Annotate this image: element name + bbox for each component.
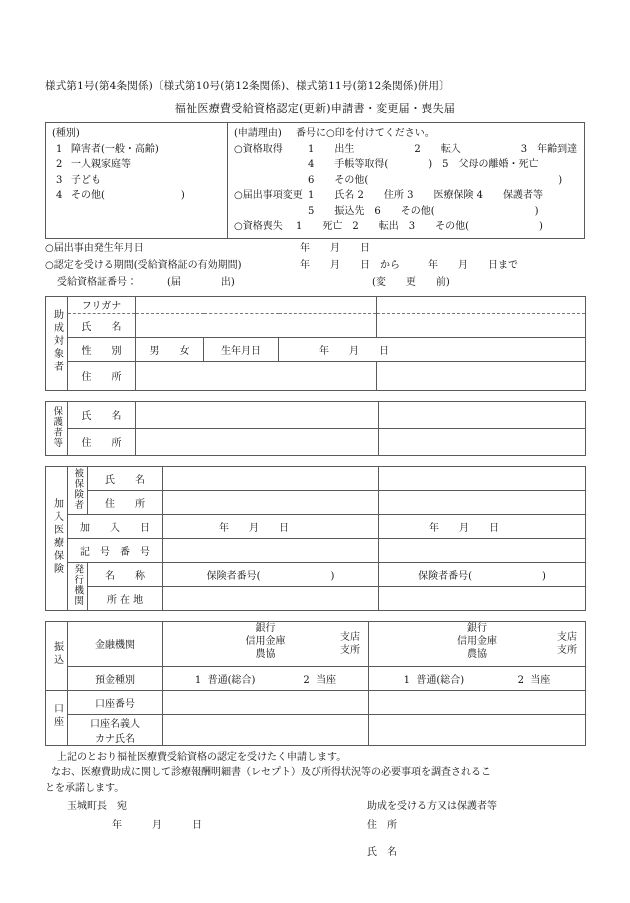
form-body [45,78,585,861]
occurrence-date-label: ○届出事由発生年月日 [45,242,144,254]
category-heading: (種別) [52,128,80,139]
insured-address-label: 住 所 [88,490,163,514]
recipient-address-label: 住 所 [68,361,136,390]
table-row [46,401,586,428]
institution-type-shinkin-2: 信用金庫 [457,635,497,647]
insurer-number-left[interactable]: 保険者番号( ) [163,562,379,586]
reason-acquire-row-3[interactable] [234,173,580,189]
deposit-type-label: 預金種別 [68,666,163,690]
category-option-4-close: ) [180,190,185,201]
guardian-name-label: 氏 名 [68,401,136,428]
table-row [46,514,586,538]
symbol-number-value-2[interactable] [379,538,586,562]
reason-heading: (申請理由) [234,128,282,139]
applicant-heading: 助成を受ける方又は保護者等 [367,801,497,812]
reason-change-row-1[interactable] [234,188,580,204]
guardian-name-value-2[interactable] [379,401,586,428]
form-number: 様式第1号(第4条関係)〔様式第10号(第12条関係)、様式第11号(第12条関係)併用〕 [45,80,450,92]
document-title: 福祉医療費受給資格認定(更新)申請書・変更届・喪失届 [174,102,456,115]
reason-loss-label: ○資格喪失 [234,221,283,232]
deposit-type-options-right[interactable] [369,666,586,690]
join-date-value-2[interactable]: 年 月 日 [379,514,586,538]
category-option-1[interactable] [52,142,223,158]
footer-consent-line-2: とを承諾します。 [45,782,125,794]
table-row [46,538,586,562]
furigana-value[interactable] [136,296,377,313]
recipient-address-value[interactable] [136,361,377,390]
deposit-opt-2-no: 2 [303,674,310,686]
institution-type-nokyo: 農協 [255,648,276,660]
deposit-opt-2-no-2: 2 [517,674,524,686]
recipient-name-value-2[interactable] [377,313,586,337]
category-section [46,123,228,238]
guardian-address-value[interactable] [136,428,379,455]
addressee: 玉城町長 宛 [67,801,127,812]
guardian-vertical-label: 保護者等 [46,401,68,455]
category-option-2-number: 2 [56,159,63,170]
guardian-name-value[interactable] [136,401,379,428]
insured-vertical-label: 被保険者 [68,466,88,514]
reason-change-label: ○届出事項変更 [234,190,303,201]
reason-change-row-2[interactable] [234,204,580,220]
account-holder-value-left[interactable] [163,714,369,745]
insured-name-value[interactable] [163,466,379,490]
reason-loss-row[interactable] [234,219,580,235]
recipient-address-value-2[interactable] [377,361,586,390]
category-option-4-label: その他( [71,190,105,201]
institution-value-left[interactable] [163,621,369,666]
issuer-address-value-2[interactable] [379,586,586,610]
reason-acquire-row-2[interactable] [234,157,580,173]
issuer-address-value[interactable] [163,586,379,610]
category-option-1-label: 障害者(一般・高齢) [71,143,159,155]
institution-type-shinkin: 信用金庫 [245,635,286,647]
table-row [46,296,586,313]
reason-change-spacer [234,204,308,220]
cert-number-label: 受給資格証番号： [57,276,137,288]
account-holder-label [68,714,163,745]
signature-row-1 [45,799,585,815]
join-date-label: 加 入 日 [68,514,163,538]
bank-table [45,621,586,746]
account-holder-label-line1: 口座名義人 [90,718,140,730]
table-row [46,621,586,666]
period-row [45,258,585,273]
symbol-number-label: 記 号 番 号 [68,538,163,562]
bank-vertical-label-top: 振込 [46,621,68,690]
symbol-number-value[interactable] [163,538,379,562]
furigana-label: フリガナ [68,296,136,313]
issuer-vertical-label: 発行機関 [68,562,88,610]
reason-change-options-1: 1 氏名 2 住所 3 医療保険 4 保護者等 [308,190,543,201]
sex-label: 性 別 [68,337,136,361]
table-row [46,690,586,714]
sex-options[interactable]: 男 女 [136,337,204,361]
guardian-table [45,401,586,456]
reason-acquire-options-1: 1 出生 2 転入 3 年齢到達 [308,143,578,155]
table-row [46,714,586,745]
period-to-field[interactable]: 年 月 日まで [428,259,518,271]
recipient-name-value[interactable] [136,313,377,337]
occurrence-date-row [45,241,585,256]
reason-acquire-spacer-2 [234,173,308,189]
deposit-opt-1-label: 普通(総合) [207,674,256,686]
account-holder-label-line2: カナ氏名 [95,733,135,745]
footer-section [45,750,585,861]
category-option-4-number: 4 [56,190,63,201]
birth-date-value[interactable]: 年 月 日 [279,337,586,361]
table-row [46,313,586,337]
footer-consent-line-1: なお、医療費助成に関して診療報酬明細書（レセプト）及び所得状況等の必要事項を調査されるこ [51,767,491,778]
guardian-address-label: 住 所 [68,428,136,455]
institution-type-bank: 銀行 [255,622,276,634]
category-option-2-label: 一人親家庭等 [71,159,131,170]
applicant-address-label[interactable]: 住 所 [367,819,397,831]
cert-number-row [45,275,585,290]
insured-name-label: 氏 名 [88,466,163,490]
branch-type-shiten: 支店 [340,631,360,643]
deposit-opt-2-label: 当座 [316,674,337,686]
institution-value-right[interactable] [369,621,586,666]
guardian-address-value-2[interactable] [379,428,586,455]
issuer-name-label: 名 称 [88,562,163,586]
recipient-vertical-label: 助成対象者 [46,296,68,390]
institution-label: 金融機関 [68,621,163,666]
branch-type-shiten-2: 支店 [557,631,577,643]
reason-change-options-2: 5 振込先 6 その他( ) [308,205,539,217]
deposit-type-options-left[interactable] [163,666,369,690]
table-row [46,586,586,610]
period-from-field[interactable]: 年 月 日 から [300,259,400,271]
recipient-table [45,296,586,391]
signature-row-3 [45,845,585,861]
category-option-1-number: 1 [56,143,63,155]
insured-address-value[interactable] [163,490,379,514]
deposit-opt-2-label-2: 当座 [530,674,551,686]
category-option-3-label: 子ども [71,174,101,186]
table-row [46,337,586,361]
issuer-address-label: 所 在 地 [88,586,163,610]
insured-name-value-2[interactable] [379,466,586,490]
insurer-number-right[interactable]: 保険者番号( ) [379,562,586,586]
recipient-name-label: 氏 名 [68,313,136,337]
deposit-opt-1-no: 1 [194,674,202,686]
footer-statement: 上記のとおり福祉医療費受給資格の認定を受けたく申請します。 [57,751,347,763]
reason-acquire-spacer-1 [234,157,308,173]
table-row [46,466,586,490]
join-date-value[interactable]: 年 月 日 [163,514,379,538]
insurance-table [45,466,586,611]
signature-spacer [45,845,367,861]
insurance-vertical-label: 加入医療保険 [46,466,68,610]
category-option-3-number: 3 [56,174,63,186]
branch-type-shisho-2: 支所 [557,644,577,656]
table-row [46,361,586,390]
category-option-2[interactable] [52,157,223,173]
cert-number-submit[interactable]: (届 出) [167,276,235,288]
table-row [46,562,586,586]
category-option-4[interactable] [52,188,223,204]
application-reason-box [45,122,585,239]
account-number-value-left[interactable] [163,690,369,714]
reason-instruction: 番号に○印を付けてください。 [296,128,435,139]
category-option-3[interactable] [52,173,223,189]
reason-acquire-options-2: 4 手帳等取得( ) 5 父母の離婚・死亡 [308,159,539,170]
branch-type-shisho: 支所 [340,644,360,656]
reason-loss-options: 1 死亡 2 転出 3 その他( ) [296,221,543,232]
reason-acquire-options-3: 6 その他( ) [308,174,563,186]
deposit-opt-1-no-2: 1 [403,674,411,686]
applicant-name-label[interactable]: 氏 名 [367,847,397,858]
deposit-opt-1-label-2: 普通(総合) [416,674,465,686]
furigana-value-2[interactable] [377,296,586,313]
table-row [46,490,586,514]
account-number-value-right[interactable] [369,690,586,714]
footer-date-line[interactable]: 年 月 日 [112,819,202,831]
insured-address-value-2[interactable] [379,490,586,514]
reason-section [228,123,584,238]
account-holder-value-right[interactable] [369,714,586,745]
bank-vertical-label-bottom: 口座 [46,690,68,745]
table-row [46,666,586,690]
reason-acquire-label: ○資格取得 [234,143,283,155]
signature-row-2 [45,818,585,834]
institution-type-nokyo-2: 農協 [467,648,487,660]
birth-date-label: 生年月日 [204,337,279,361]
cert-number-change[interactable]: (変 更 前) [372,276,450,288]
account-number-label: 口座番号 [68,690,163,714]
reason-heading-row [234,126,580,142]
institution-type-bank-2: 銀行 [467,622,487,634]
reason-acquire-row-1[interactable] [234,142,580,158]
occurrence-date-field[interactable]: 年 月 日 [300,242,370,254]
period-label: ○認定を受ける期間(受給資格証の有効期間) [45,259,242,271]
table-row [46,428,586,455]
